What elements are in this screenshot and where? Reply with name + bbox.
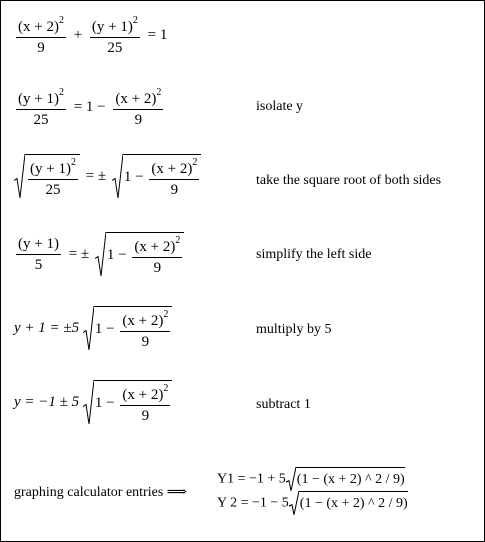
step-note: simplify the left side xyxy=(256,247,372,262)
denominator: 5 xyxy=(34,257,43,273)
fraction-x-term xyxy=(132,234,182,277)
equation-isolate xyxy=(14,86,165,129)
denominator: 9 xyxy=(170,182,179,198)
numerator: (x + 2) xyxy=(151,161,193,177)
equals-one-minus: = 1 − xyxy=(73,98,106,115)
one-minus: 1 − xyxy=(94,394,115,411)
equation-ellipse xyxy=(14,14,169,57)
radical xyxy=(286,467,405,492)
numerator: (x + 2) xyxy=(115,91,157,107)
numerator: (y + 1) xyxy=(16,235,61,255)
fraction-x-term xyxy=(149,156,199,199)
equation-simplify xyxy=(14,232,184,277)
numerator: (y + 1) xyxy=(91,19,133,35)
exponent: 2 xyxy=(192,157,198,168)
denominator: 25 xyxy=(107,40,123,56)
numerator: (y + 1) xyxy=(30,161,71,177)
radical-sign-icon xyxy=(83,306,94,351)
exponent: 2 xyxy=(132,15,138,26)
denominator: 9 xyxy=(134,112,143,128)
y1-entry xyxy=(217,467,408,491)
one-minus: 1 − xyxy=(106,246,127,263)
equals-one: = 1 xyxy=(147,26,168,43)
equation-multiply xyxy=(14,306,172,351)
exponent: 2 xyxy=(156,87,162,98)
radical-sign-icon xyxy=(289,491,299,516)
step-note: isolate y xyxy=(256,99,304,114)
calculator-entries xyxy=(217,467,408,515)
denominator: 9 xyxy=(141,408,150,424)
y2-entry xyxy=(217,491,408,515)
exponent: 2 xyxy=(58,87,64,98)
denominator: 9 xyxy=(153,260,162,276)
exponent: 2 xyxy=(175,235,181,246)
fraction-y-term xyxy=(90,14,140,57)
radical-sign-icon xyxy=(95,232,106,277)
denominator: 9 xyxy=(37,40,45,56)
numerator: (x + 2) xyxy=(134,239,176,255)
radical xyxy=(95,232,184,277)
fraction-y-term xyxy=(16,235,61,274)
equation-square-root xyxy=(14,154,201,199)
radical xyxy=(83,380,172,425)
fraction-x-term xyxy=(120,308,170,351)
y1-prefix: Y1 = −1 + 5 xyxy=(217,471,286,487)
fraction-y-term xyxy=(16,86,66,129)
exponent: 2 xyxy=(70,157,76,168)
denominator: 9 xyxy=(141,334,150,350)
equation-subtract xyxy=(14,380,172,425)
fraction-y-term xyxy=(28,156,78,199)
equals-plus-minus: = ± xyxy=(68,245,90,262)
lhs: y = −1 ± 5 xyxy=(14,393,80,410)
radical xyxy=(83,306,172,351)
exponent: 2 xyxy=(58,15,64,26)
one-minus: 1 − xyxy=(123,168,144,185)
radical xyxy=(14,154,80,199)
step-note: subtract 1 xyxy=(256,397,311,412)
numerator: (x + 2) xyxy=(122,313,164,329)
y1-radicand: (1 − (x + 2) ^ 2 / 9) xyxy=(296,467,405,492)
radical xyxy=(289,491,408,516)
step-note: take the square root of both sides xyxy=(256,173,442,188)
fraction-x-term xyxy=(16,14,66,57)
lhs: y + 1 = ±5 xyxy=(14,319,80,336)
denominator: 25 xyxy=(45,182,61,198)
radical-sign-icon xyxy=(112,154,123,199)
one-minus: 1 − xyxy=(94,320,115,337)
radical xyxy=(112,154,201,199)
plus-sign: + xyxy=(73,26,83,43)
y2-prefix: Y 2 = −1 − 5 xyxy=(217,495,289,511)
fraction-x-term xyxy=(113,86,163,129)
numerator: (x + 2) xyxy=(18,19,59,35)
exponent: 2 xyxy=(163,383,169,394)
calculator-label: graphing calculator entries ⟹ xyxy=(14,485,187,500)
numerator: (x + 2) xyxy=(122,387,164,403)
fraction-x-term xyxy=(120,382,170,425)
radical-sign-icon xyxy=(14,154,25,199)
y2-radicand: (1 − (x + 2) ^ 2 / 9) xyxy=(299,491,408,516)
radical-sign-icon xyxy=(83,380,94,425)
denominator: 25 xyxy=(33,112,49,128)
radical-sign-icon xyxy=(286,467,296,492)
equals-plus-minus: = ± xyxy=(85,167,107,184)
numerator: (y + 1) xyxy=(18,91,59,107)
step-note: multiply by 5 xyxy=(256,322,332,337)
exponent: 2 xyxy=(163,309,169,320)
